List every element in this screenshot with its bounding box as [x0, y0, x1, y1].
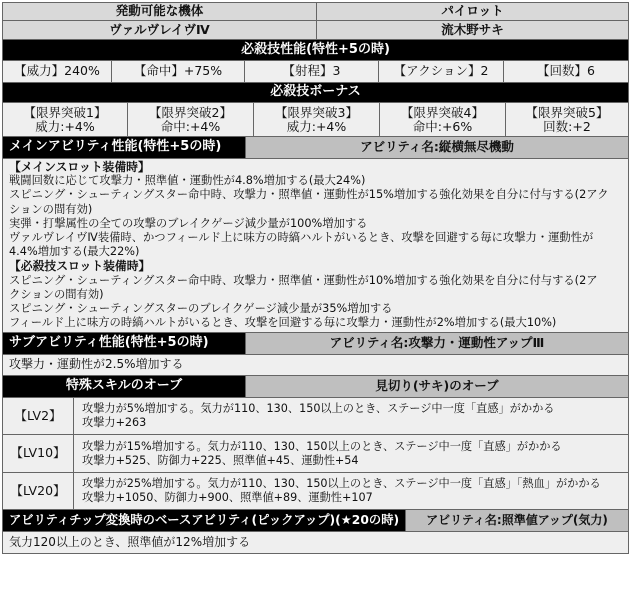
- stat-accuracy: 【命中】+75%: [112, 61, 245, 82]
- names-row: [2, 21, 629, 40]
- bonus-title-row: [2, 83, 629, 103]
- limit-break-value: 回数:+2: [543, 118, 591, 134]
- stat-power: 【威力】240%: [3, 61, 112, 82]
- main-ability-line: フィールド上に味方の時縞ハルトがいるとき、攻撃を回避する毎に攻撃力・運動性が2%増加する(最大10%): [9, 316, 557, 330]
- orb-level-detail: [74, 473, 628, 509]
- special-stats-row: [2, 61, 629, 83]
- limit-break-5: [506, 103, 628, 136]
- orb-level-desc: 攻撃力が5%増加する。気力が110、130、150以上のとき、ステージ中一度「直感」がかかる: [82, 402, 555, 415]
- limit-break-2: [128, 103, 254, 136]
- main-ability-line: 【必殺技スロット装備時】: [9, 259, 151, 274]
- main-ability-line: クションの間有効): [9, 287, 104, 301]
- orb-level-stats: 攻撃力+263: [82, 416, 147, 429]
- stat-count: 【回数】6: [504, 61, 628, 82]
- chip-text: 気力120以上のとき、照準値が12%増加する: [3, 532, 628, 553]
- orb-name: 見切り(サキ)のオーブ: [246, 376, 628, 397]
- limit-break-label: 【限界突破5】: [525, 104, 609, 120]
- bonus-title: 必殺技ボーナス: [3, 83, 628, 102]
- limit-break-label: 【限界突破2】: [149, 104, 232, 120]
- chip-text-row: [2, 532, 629, 554]
- orb-level-stats: 攻撃力+1050、防御力+900、照準値+89、運動性+107: [82, 491, 373, 504]
- orb-level: 【LV10】: [3, 435, 74, 472]
- orb-level-detail: [74, 398, 628, 434]
- orb-level: 【LV20】: [3, 473, 74, 509]
- main-ability-line: スピニング・シューティングスター命中時、攻撃力・照準値・運動性が10%増加する強化効果を自分に付与する(2ア: [9, 273, 598, 287]
- sub-ability-text-row: [2, 355, 629, 376]
- chip-header-row: [2, 510, 629, 532]
- main-ability-line: ションの間有効): [9, 202, 93, 216]
- main-ability-line: スピニング・シューティングスターのブレイクゲージ減少量が35%増加する: [9, 302, 393, 316]
- limit-break-1: [3, 103, 128, 136]
- main-ability-line: ヴァルヴレイヴⅣ装備時、かつフィールド上に味方の時縞ハルトがいるとき、攻撃を回避する毎に攻撃力・運動性が: [9, 231, 594, 245]
- unit-name: ヴァルヴレイヴⅣ: [3, 21, 317, 39]
- orb-level-detail: [74, 435, 628, 472]
- main-ability-header-row: [2, 137, 629, 159]
- unit-info-table: [2, 2, 629, 554]
- orb-header-row: [2, 376, 629, 398]
- sub-ability-header-row: [2, 333, 629, 355]
- limit-break-value: 威力:+4%: [286, 118, 347, 134]
- orb-level-desc: 攻撃力が15%増加する。気力が110、130、150以上のとき、ステージ中一度「直感」がかかる: [82, 439, 562, 453]
- orb-level-row: [2, 435, 629, 473]
- limit-break-3: [254, 103, 380, 136]
- main-ability-description: [2, 159, 629, 333]
- limit-break-4: [380, 103, 506, 136]
- limit-break-row: [2, 103, 629, 137]
- limit-break-value: 威力:+4%: [35, 118, 95, 134]
- chip-title: アビリティチップ変換時のベースアビリティ(ピックアップ)(★20の時): [3, 510, 406, 531]
- limit-break-value: 命中:+4%: [160, 118, 221, 134]
- orb-level-desc: 攻撃力が25%増加する。気力が110、130、150以上のとき、ステージ中一度「直感」「熱血」がかかる: [82, 477, 601, 490]
- sub-ability-text: 攻撃力・運動性が2.5%増加する: [3, 355, 628, 375]
- sub-ability-name: アビリティ名:攻撃力・運動性アップⅢ: [246, 333, 628, 354]
- sub-ability-title: サブアビリティ性能(特性+5の時): [3, 333, 246, 354]
- main-ability-line: 実弾・打撃属性の全ての攻撃のブレイクゲージ減少量が100%増加する: [9, 216, 368, 230]
- pilot-label: パイロット: [317, 3, 628, 20]
- main-ability-title: メインアビリティ性能(特性+5の時): [3, 137, 246, 158]
- pilot-name: 流木野サキ: [317, 21, 628, 39]
- limit-break-label: 【限界突破3】: [275, 104, 358, 120]
- orb-level-row: [2, 398, 629, 435]
- orb-level-row: [2, 473, 629, 510]
- limit-break-label: 【限界突破1】: [23, 104, 107, 120]
- stat-action: 【アクション】2: [379, 61, 504, 82]
- header-row: [2, 2, 629, 21]
- limit-break-label: 【限界突破4】: [401, 104, 484, 120]
- special-skill-orb-title: 特殊スキルのオーブ: [3, 376, 246, 397]
- special-title-row: [2, 40, 629, 61]
- main-ability-line: 4.4%増加する(最大22%): [9, 245, 140, 259]
- main-ability-line: 戦闘回数に応じて攻撃力・照準値・運動性が4.8%増加する(最大24%): [9, 174, 366, 188]
- main-ability-name: アビリティ名:縦横無尽機動: [246, 137, 628, 158]
- special-title: 必殺技性能(特性+5の時): [3, 40, 628, 60]
- unit-label: 発動可能な機体: [3, 3, 317, 20]
- main-ability-line: 【メインスロット装備時】: [9, 160, 150, 174]
- stat-range: 【射程】3: [245, 61, 379, 82]
- main-ability-line: スピニング・シューティングスター命中時、攻撃力・照準値・運動性が15%増加する強化効果を自分に付与する(2アク: [9, 188, 609, 202]
- chip-ability-name: アビリティ名:照準値アップ(気力): [406, 510, 628, 531]
- orb-level-stats: 攻撃力+525、防御力+225、照準値+45、運動性+54: [82, 453, 359, 467]
- orb-level: 【LV2】: [3, 398, 74, 434]
- limit-break-value: 命中:+6%: [412, 118, 473, 134]
